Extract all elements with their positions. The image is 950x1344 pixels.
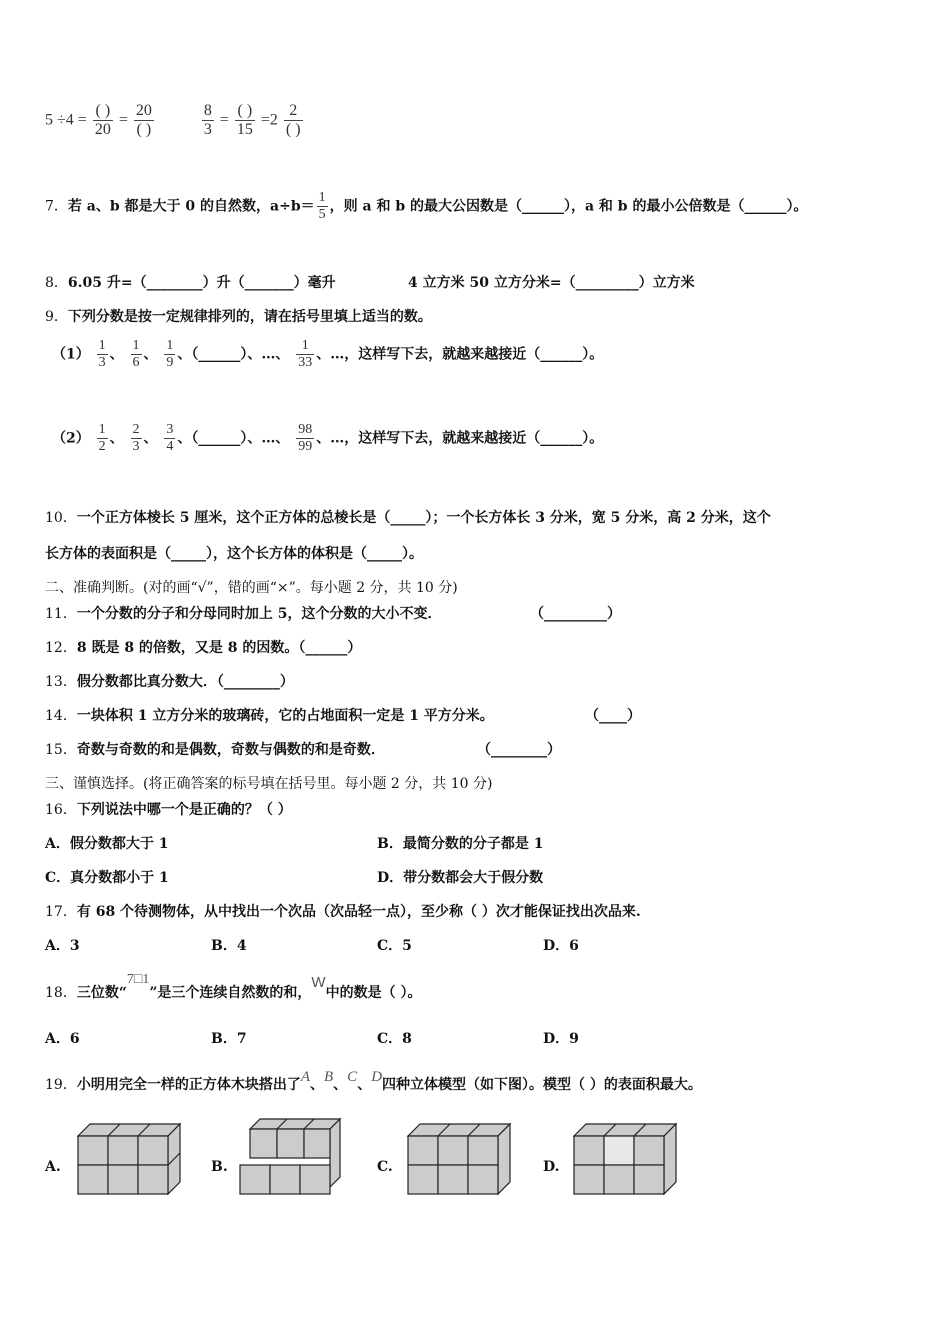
q11-blank: （_________） [530,606,621,622]
question-15: 15．奇数与奇数的和是偶数，奇数与偶数的和是奇数． [45,742,385,758]
model-a-figure [72,1115,184,1200]
q6b-frac3: $\frac{2}{( )}$ [285,102,301,139]
q16-option-a[interactable]: A．假分数都大于 1 [45,836,169,852]
q17-option-b[interactable]: B．4 [211,938,247,954]
q16-option-c[interactable]: C．真分数都小于 1 [45,870,169,886]
q19-option-d[interactable]: D. [543,1159,560,1175]
q19-option-c[interactable]: C. [377,1159,393,1175]
q18-inline-number: 7□1 [126,972,150,987]
section-3-heading: 三、谨慎选择。(将正确答案的标号填在括号里。每小题 2 分，共 10 分) [45,776,493,792]
question-16: 16．下列说法中哪一个是正确的？（ ） [45,802,292,818]
q17-option-c[interactable]: C．5 [377,938,412,954]
q9p2-frac: $\frac{3}{4}$ [166,422,174,455]
q9p1-frac: $\frac{1}{3}$ [98,338,106,371]
q19-option-b[interactable]: B. [211,1159,228,1175]
q17-option-d[interactable]: D．6 [543,938,579,954]
question-10-line2: 长方体的表面积是（_____），这个长方体的体积是（_____）。 [45,546,423,562]
model-letter-d: D [371,1069,383,1085]
model-letter-b: B [324,1069,334,1085]
q9p1-frac: $\frac{1}{9}$ [166,338,174,371]
q6a-frac1: $\frac{( )}{20}$ [94,102,111,139]
q6-math: 5 ÷4 = $\frac{( )}{20}$ = $\frac{20}{( )}$ $\frac{8}{3}$ = $\frac{( )}{15}$ =2 $\frac{2}{( )}$ [45,102,301,139]
q9p2-frac: $\frac{1}{2}$ [98,422,106,455]
q14-blank: （____） [585,708,641,724]
model-c-figure [404,1115,516,1200]
question-10-line1: 10．一个正方体棱长 5 厘米，这个正方体的总棱长是（_____）；一个长方体长 3 分米，宽 5 分米，高 2 分米，这个 [45,510,771,526]
question-19: 19．小明用完全一样的正方体木块搭出了A、B、C、D四种立体模型（如下图）。模型（ ）的表面积最大。 [45,1069,702,1093]
question-12: 12．8 既是 8 的倍数，又是 8 的因数。（______） [45,640,362,656]
q18-option-d[interactable]: D．9 [543,1031,579,1047]
q18-option-b[interactable]: B．7 [211,1031,247,1047]
model-d-figure [570,1115,682,1200]
w-symbol: W [311,974,326,991]
q6a-lhs: 5 ÷4 = [45,111,87,129]
question-8: 8．6.05 升=（________）升（_______）毫升 [45,275,336,291]
q18-option-a[interactable]: A．6 [45,1031,80,1047]
q9p2-frac-last: $\frac{98}{99}$ [298,422,313,455]
q9p1-frac: $\frac{1}{6}$ [132,338,140,371]
q9p1-frac-last: $\frac{1}{33}$ [298,338,313,371]
question-17: 17．有 68 个待测物体，从中找出一个次品（次品轻一点），至少称（ ）次才能保证找出次品来. [45,904,641,920]
q6b-frac1: $\frac{8}{3}$ [203,102,212,139]
question-13: 13．假分数都比真分数大．（________） [45,674,294,690]
q9-part-1: （1） $\frac{1}{3}$ 、 $\frac{1}{6}$ 、 $\frac{1}{9}$ 、（______）、…、 $\frac{1}{33}$ 、…，这样写下去，就越来越接近（______）。 [52,338,604,371]
question-11: 11．一个分数的分子和分母同时加上 5，这个分数的大小不变． [45,606,442,622]
q18-option-c[interactable]: C．8 [377,1031,412,1047]
question-7: 7．若 a、b 都是大于 0 的自然数，a÷b＝ $\frac{1}{5}$ ，则 a 和 b 的最大公因数是（______），a 和 b 的最小公倍数是（______）。 [45,190,808,223]
model-letter-a: A [300,1069,310,1085]
q6b-frac2: $\frac{( )}{15}$ [236,102,253,139]
question-14: 14．一块体积 1 立方分米的玻璃砖，它的占地面积一定是 1 平方分米。 [45,708,494,724]
q19-option-a[interactable]: A. [45,1159,61,1175]
question-8-part-b: 4 立方米 50 立方分米=（_________）立方米 [408,275,695,291]
model-letter-c: C [347,1069,358,1085]
q16-option-d[interactable]: D．带分数都会大于假分数 [377,870,544,886]
q6a-frac2: $\frac{20}{( )}$ [135,102,152,139]
q16-option-b[interactable]: B．最简分数的分子都是 1 [377,836,544,852]
q9-part-2: （2） $\frac{1}{2}$ 、 $\frac{2}{3}$ 、 $\frac{3}{4}$ 、（______）、…、 $\frac{98}{99}$ 、…，这样写下去，就越来越接近（______）。 [52,422,604,455]
section-2-heading: 二、准确判断。(对的画“√”，错的画“×”。每小题 2 分，共 10 分) [45,580,458,596]
q17-option-a[interactable]: A．3 [45,938,80,954]
question-9: 9．下列分数是按一定规律排列的，请在括号里填上适当的数。 [45,309,432,325]
q15-blank: （________） [477,742,561,758]
q7-frac: $\frac{1}{5}$ [318,190,326,223]
model-b-figure [236,1115,348,1200]
q9p2-frac: $\frac{2}{3}$ [132,422,140,455]
question-18: 18．三位数“7□1”是三个连续自然数的和，W中的数是（ ）。 [45,972,422,1001]
